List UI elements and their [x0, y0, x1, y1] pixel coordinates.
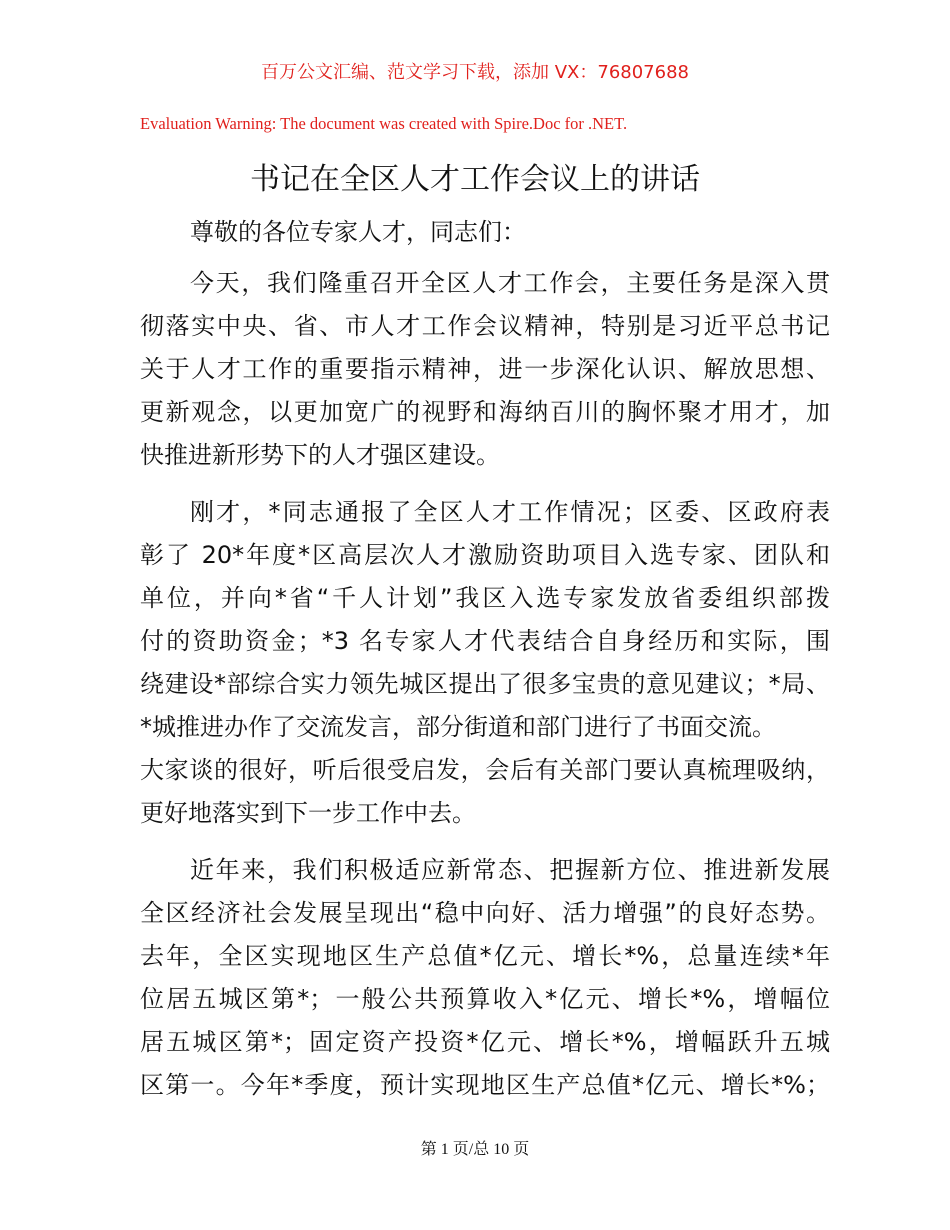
paragraph-line: 刚才，*同志通报了全区人才工作情况；区委、区政府表	[190, 498, 830, 526]
download-banner: 百万公文汇编、范文学习下载，添加 VX：76807688	[261, 62, 689, 83]
evaluation-warning: Evaluation Warning: The document was created with Spire.Doc for .NET.	[140, 114, 628, 133]
paragraph-line: 更好地落实到下一步工作中去。	[140, 799, 476, 827]
paragraph-line: 彻落实中央、省、市人才工作会议精神，特别是习近平总书记	[140, 312, 830, 340]
salutation: 尊敬的各位专家人才，同志们：	[190, 218, 526, 246]
paragraph-line: 位居五城区第*；一般公共预算收入*亿元、增长*%，增幅位	[140, 985, 830, 1013]
paragraph-line: 区第一。今年*季度，预计实现地区生产总值*亿元、增长*%；	[140, 1071, 830, 1099]
paragraph-line: *城推进办作了交流发言，部分街道和部门进行了书面交流。	[140, 713, 776, 741]
paragraph-line: 去年，全区实现地区生产总值*亿元、增长*%，总量连续*年	[140, 942, 830, 970]
paragraph-line: 大家谈的很好，听后很受启发，会后有关部门要认真梳理吸纳，	[140, 756, 830, 784]
paragraph-line: 今天，我们隆重召开全区人才工作会，主要任务是深入贯	[190, 269, 830, 297]
paragraph-line: 居五城区第*；固定资产投资*亿元、增长*%，增幅跃升五城	[140, 1028, 830, 1056]
document-title: 书记在全区人才工作会议上的讲话	[250, 162, 700, 197]
paragraph-line: 单位，并向*省“千人计划”我区入选专家发放省委组织部拨	[140, 584, 830, 612]
paragraph-line: 关于人才工作的重要指示精神，进一步深化认识、解放思想、	[140, 355, 830, 383]
paragraph-line: 彰了 20*年度*区高层次人才激励资助项目入选专家、团队和	[140, 541, 830, 569]
page-number: 第 1 页/总 10 页	[420, 1141, 530, 1158]
paragraph-line: 更新观念，以更加宽广的视野和海纳百川的胸怀聚才用才，加	[140, 398, 830, 426]
paragraph-line: 绕建设*部综合实力领先城区提出了很多宝贵的意见建议；*局、	[140, 670, 830, 698]
paragraph-line: 近年来，我们积极适应新常态、把握新方位、推进新发展	[190, 856, 830, 884]
paragraph-line: 快推进新形势下的人才强区建设。	[140, 441, 500, 469]
paragraph-line: 全区经济社会发展呈现出“稳中向好、活力增强”的良好态势。	[140, 899, 830, 927]
paragraph-line: 付的资助资金；*3 名专家人才代表结合自身经历和实际，围	[140, 627, 830, 655]
